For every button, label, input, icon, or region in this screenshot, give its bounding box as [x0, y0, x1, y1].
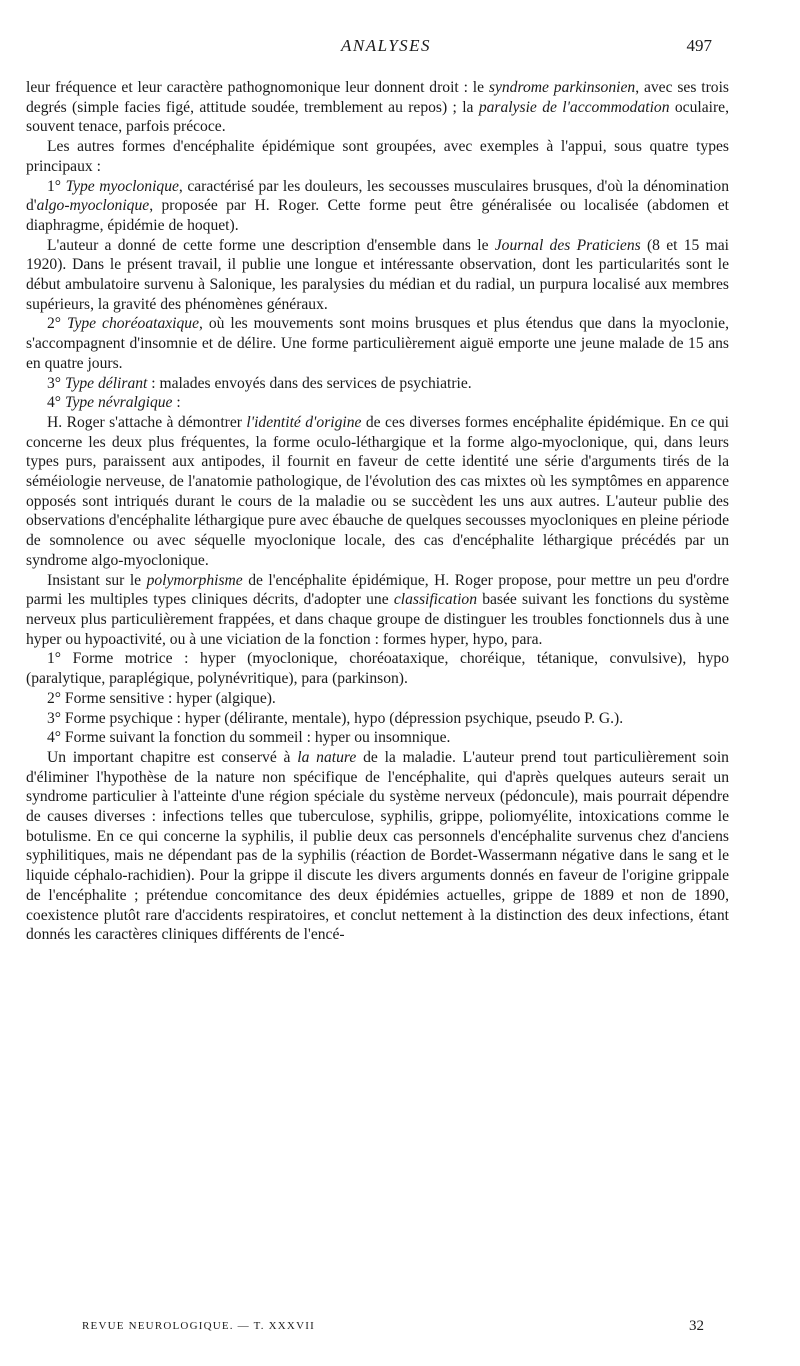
- page-number: 497: [686, 36, 712, 55]
- italic-term: Type névralgique: [64, 394, 173, 412]
- text-run: (8 et 15 mai 1920). Dans le présent travail, il publie une longue et intéressante observation, dont les particularités sont le début ambulatoire survenu à Salonique, les paralysies du médian et du radial, un purpura localisé aux membres supérieurs, la gravité des phénomènes généraux.: [26, 236, 729, 313]
- text-run: de la maladie. L'auteur prend tout particulièrement soin d'éliminer l'hypothèse de la nature non spécifique de l'encéphalite, qui d'après quelques auteurs serait un syndrome particulier à l'atteinte d'une région spéciale du système nerveux (pédoncule), mais pourrait dépendre de causes diverses : infections telles que tuberculose, syphilis, grippe, poliomyélite, intoxications comme le botulisme. En ce qui concerne la syphilis, il publie deux cas personnels d'encéphalite survenus chez d'anciens syphilitiques, mais ne dépendant pas de la syphilis (réaction de Bordet-Wassermann négative dans le sang et le liquide céphalo-rachidien). Pour la grippe il discute les divers arguments donnés en faveur de l'origine grippale de l'encéphalite ; prétendue concomitance des deux épidémies actuelles, grippe de 1889 et non de 1890, coexistence plutôt rare d'accidents respiratoires, et conclut nettement à la distinction des deux infections, étant donnés les caractères cliniques différents de l'encé-: [26, 748, 729, 944]
- italic-term: paralysie de l'accommodation: [478, 98, 670, 116]
- italic-term: syndrome parkinsonien: [488, 79, 636, 96]
- text-run: de ces diverses formes encéphalite épidémique. En ce qui concerne les deux plus fréquentes, la forme oculo-léthargique et la forme algo-myoclonique, qui, dans leurs types purs, paraissent aux antipodes, il fournit en faveur de cette identité une série d'arguments tirés de la séméiologie nerveuse, de l'anatomie pathologique, de l'évolution des cas mixtes où les symptômes en apparence opposés sont intriqués durant le cours de la maladie ou se succèdent les uns aux autres. L'auteur publie des observations d'encéphalite léthargique pure avec ébauche de quelques secousses myocloniques en pleine période de somnolence ou avec séquelle myoclonique locale, des cas d'encéphalite léthargique précédés par un syndrome algo-myoclonique.: [26, 413, 729, 569]
- italic-term: Type choréoataxique: [66, 315, 200, 333]
- text-run: , caractérisé par les douleurs, les secousses musculaires brusques, d'où la dénomination d': [26, 177, 729, 215]
- text-run: L'auteur a donné de cette forme une description d'ensemble dans le: [47, 236, 495, 254]
- paragraph: [26, 689, 729, 709]
- paragraph: [26, 413, 729, 571]
- italic-term: algo-myoclonique: [36, 197, 150, 215]
- text-run: 1°: [47, 177, 66, 195]
- text-run: 3° Forme psychique : hyper (délirante, mentale), hypo (dépression psychique, pseudo P. G.).: [47, 709, 624, 727]
- italic-term: Journal des Praticiens: [494, 236, 641, 254]
- article-body: [26, 78, 729, 945]
- italic-term: Type délirant: [64, 374, 148, 392]
- running-header: [60, 36, 712, 60]
- text-run: leur fréquence et leur caractère pathognomonique leur donnent droit : le: [26, 79, 489, 96]
- text-run: Insistant sur le: [47, 571, 147, 589]
- paragraph: [26, 78, 729, 137]
- text-run: Les autres formes d'encéphalite épidémique sont groupées, avec exemples à l'appui, sous quatre types principaux :: [26, 138, 729, 175]
- italic-term: classification: [393, 591, 477, 609]
- paragraph: [26, 374, 729, 394]
- text-run: oculaire, souvent tenace, parfois précoce.: [26, 98, 729, 136]
- text-run: Un important chapitre est conservé à: [47, 748, 298, 766]
- signature-mark: 32: [689, 1318, 704, 1334]
- italic-term: polymorphisme: [146, 571, 243, 589]
- text-run: :: [172, 394, 181, 412]
- text-run: : malades envoyés dans des services de psychiatrie.: [147, 374, 472, 392]
- text-run: , où les mouvements sont moins brusques et plus étendus que dans la myoclonie, s'accompagnent d'insomnie et de délire. Une forme particulièrement aiguë emporte une jeune malade de 15 ans en quatre jours.: [26, 315, 729, 372]
- running-title: ANALYSES: [340, 36, 432, 55]
- paragraph: [26, 314, 729, 373]
- italic-term: l'identité d'origine: [246, 413, 362, 431]
- paragraph: [26, 137, 729, 176]
- text-run: , avec ses trois degrés (simple facies figé, attitude soudée, tremblement au repos) ; la: [26, 79, 729, 116]
- paragraph: [26, 709, 729, 729]
- text-run: H. Roger s'attache à démontrer: [47, 413, 247, 431]
- text-run: 3°: [47, 374, 65, 392]
- italic-term: la nature: [297, 748, 357, 766]
- italic-term: Type myoclonique: [65, 177, 179, 195]
- paragraph: [26, 236, 729, 315]
- text-run: basée suivant les fonctions du système nerveux plus particulièrement frappées, et dans chaque groupe de distinguer les troubles fonctionnels dus à une hyper ou hypoactivité, ou à une viciation de la fonction : formes hyper, hypo, para.: [26, 591, 730, 648]
- paragraph: [26, 571, 729, 650]
- text-run: 2°: [47, 315, 67, 333]
- paragraph: [26, 177, 729, 236]
- paragraph: [26, 748, 729, 945]
- text-run: 2° Forme sensitive : hyper (algique).: [47, 689, 276, 707]
- paragraph: [26, 728, 729, 748]
- text-run: de l'encéphalite épidémique, H. Roger propose, pour mettre un peu d'ordre parmi les multiples types cliniques décrits, d'adopter une: [26, 571, 729, 609]
- paragraph: [26, 649, 729, 688]
- page-footer: [82, 1318, 704, 1338]
- paragraph: [26, 393, 729, 413]
- text-run: 4°: [47, 394, 65, 412]
- text-run: 1° Forme motrice : hyper (myoclonique, choréoataxique, choréique, tétanique, convulsive), hypo (paralytique, paraplégique, polynévritique), para (parkinson).: [26, 650, 729, 688]
- text-run: 4° Forme suivant la fonction du sommeil : hyper ou insomnique.: [47, 729, 451, 747]
- text-run: , proposée par H. Roger. Cette forme peut être généralisée ou localisée (abdomen et diaphragme, épidémie de hoquet).: [26, 197, 729, 234]
- journal-reference: REVUE NEUROLOGIQUE. — T. XXXVII: [82, 1320, 315, 1332]
